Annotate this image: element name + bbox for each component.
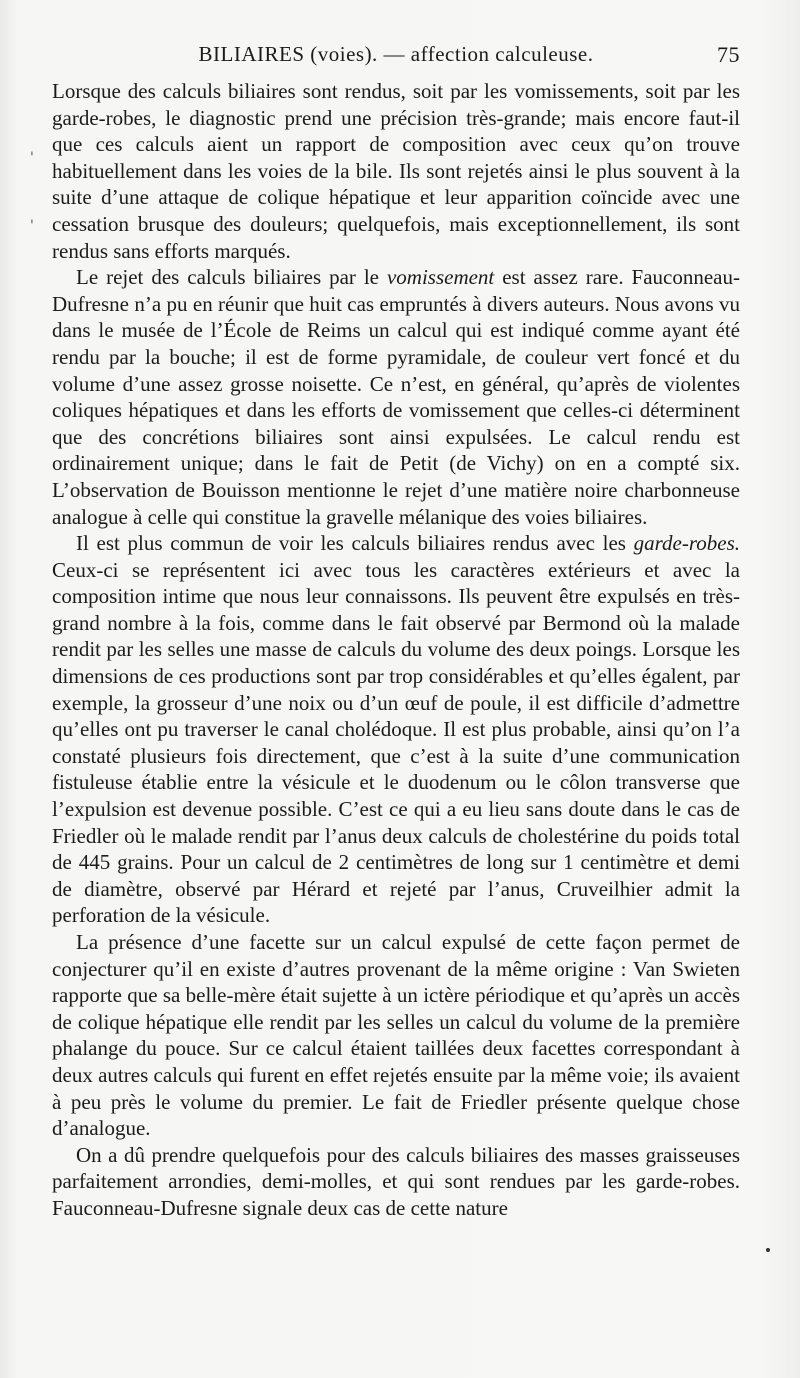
paragraph-5-text: On a dû prendre quelquefois pour des calculs biliaires des masses graisseuses parfaitement arrondies, demi-molles, et qui sont rendues par les garde-robes. Fauconneau-Dufresne signale deux cas de cette nature [52,1142,740,1220]
running-head [52,42,740,72]
paragraph-2-text-end: est assez rare. Fauconneau-Dufresne n’a pu en réunir que huit cas empruntés à divers auteurs. Nous avons vu dans le musée de l’École de Reims un calcul qui est indiqué comme ayant été rendu par la bouche; il est de forme pyramidale, de couleur vert foncé et du volume d’une assez grosse noisette. Ce n’est, en général, qu’après de violentes coliques hépatiques et dans les efforts de vomissement que celles-ci déterminent que des concrétions biliaires sont ainsi expulsées. Le calcul rendu est ordinairement unique; dans le fait de Petit (de Vichy) on en a compté six. L’observation de Bouisson mentionne le rejet d’une matière noire charbonneuse analogue à celle qui constitue la gravelle mélanique des voies biliaires. [52,265,740,529]
page-number: 75 [717,42,740,67]
paragraph-3-text-end: Ceux-ci se représentent ici avec tous les caractères extérieurs et avec la composition intime que nous leur connaissons. Ils peuvent être expulsés en très-grand nombre à la fois, comme dans le fait observé par Bermond où la malade rendit par les selles une masse de calculs du volume des deux poings. Lorsque les dimensions de ces productions sont par trop considérables et qu’elles égalent, par exemple, la grosseur d’une noix ou d’un œuf de poule, il est difficile d’admettre qu’elles ont pu traverser le canal cholédoque. Il est plus probable, ainsi qu’on l’a constaté plusieurs fois directement, que c’est à la suite d’une communication fistuleuse établie entre la vésicule et le duodenum ou le côlon transverse que l’expulsion est devenue possible. C’est ce qui a eu lieu sans doute dans le cas de Friedler où le malade rendit par l’anus deux calculs de cholestérine du poids total de 445 grains. Pour un calcul de 2 centimètres de long sur 1 centimètre et demi de diamètre, observé par Hérard et rejeté par l’anus, Cruveilhier admit la perforation de la vésicule. [52,557,740,928]
paragraph-1 [52,78,740,264]
paragraph-5 [52,1142,740,1222]
paragraph-3 [52,530,740,929]
paragraph-4 [52,929,740,1142]
paragraph-4-text: La présence d’une facette sur un calcul expulsé de cette façon permet de conjecturer qu’il en existe d’autres provenant de la même origine : Van Swieten rapporte que sa belle-mère était sujette à un ictère périodique et qu’après un accès de colique hépatique elle rendit par les selles un calcul du volume de la première phalange du pouce. Sur ce calcul étaient taillées deux facettes correspondant à deux autres calculs qui furent en effet rejetés ensuite par la même voie; ils avaient à peu près le volume du premier. Le fait de Friedler présente quelque chose d’analogue. [52,930,740,1141]
paragraph-2-emphasis: vomissement [386,265,495,290]
body-text [52,78,740,1222]
paragraph-3-emphasis: garde-robes. [633,531,740,556]
paragraph-2-text-start: Le rejet des calculs biliaires par le [76,265,387,290]
edge-speck [766,1248,770,1252]
paragraph-3-text-start: Il est plus commun de voir les calculs biliaires rendus avec les [76,531,634,556]
paragraph-1-text: Lorsque des calculs biliaires sont rendus, soit par les vomissements, soit par les garde-robes, le diagnostic prend une précision très-grande; mais encore faut-il que ces calculs aient un rapport de composition avec ceux qu’on trouve habituellement dans les voies de la bile. Ils sont rejetés ainsi le plus souvent à la suite d’une attaque de colique hépatique et leur apparition coïncide avec une cessation brusque des douleurs; quelquefois, mais exceptionnellement, ils sont rendus sans efforts marqués. [52,79,740,263]
paragraph-2 [52,264,740,530]
margin-marks: ' ' [30,150,34,234]
running-title: BILIAIRES (voies). — affection calculeuse. [198,42,594,66]
